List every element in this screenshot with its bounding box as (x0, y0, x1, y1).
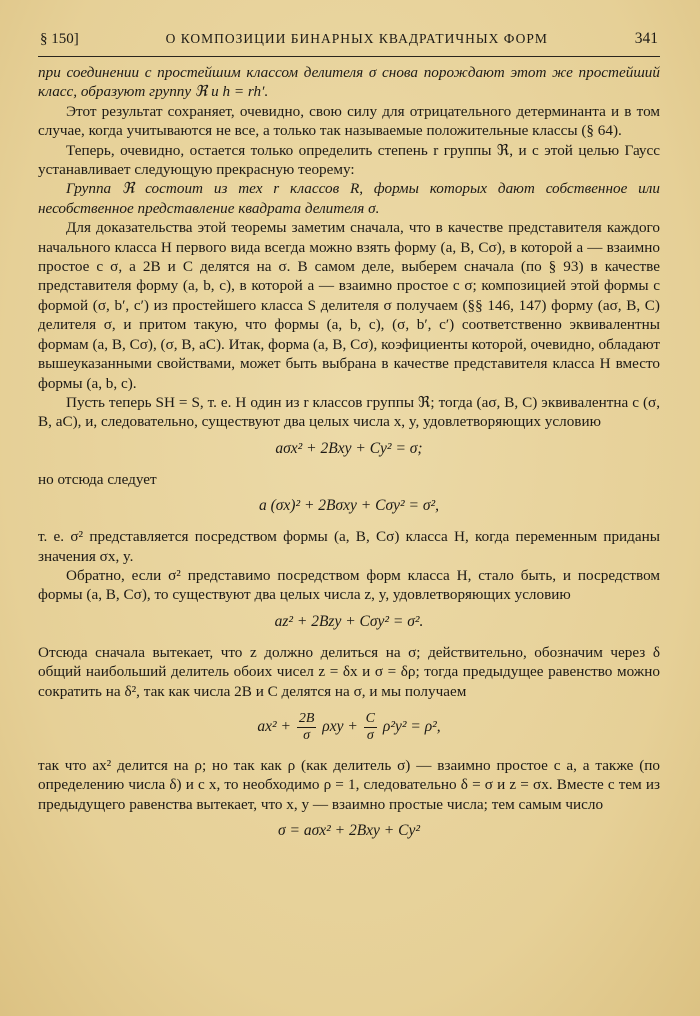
paragraph: так что ax² делится на ρ; но так как ρ (как делитель σ) — взаимно простое с a, а также (по определению числа δ) и с x, то необходимо ρ = 1, следовательно δ = σ и z = σx. Вместе с тем из предыдущего равенства вытекает, что x, y — взаимно простые числа; тем самым число (38, 756, 660, 813)
paragraph: т. е. σ² представляется посредством формы (a, B, Cσ) класса H, когда переменным приданы значения σx, y. (38, 528, 660, 565)
page-number: 341 (634, 30, 658, 47)
paragraph: Отсюда сначала вытекает, что z должно делиться на σ; действительно, обозначим через δ общий наибольший делитель обоих чисел z = δx и σ = δρ; тогда предыдущее равенство можно сократить на δ², так как числа 2B и C делятся на σ, и мы получаем (38, 643, 660, 700)
chapter-title: О КОМПОЗИЦИИ БИНАРНЫХ КВАДРАТИЧНЫХ ФОРМ (165, 31, 548, 46)
formula-with-fractions: ax² + $\frac{2B}{\sigma}$ ρxy + $\frac{C}{\sigma}$ ρ²y² = ρ², (257, 710, 441, 743)
paragraph: Обратно, если σ² представимо посредством форм класса H, стало быть, и посредством формы (a, B, Cσ), то существуют два целых числа z, y, удовлетворяющих условию (38, 566, 660, 604)
formula: az² + 2Bzy + Cσy² = σ². (274, 612, 424, 630)
fraction: $\frac{2B}{\sigma}$ (298, 710, 315, 743)
paragraph: Теперь, очевидно, остается только определить степень r группы ℜ, и с этой целью Гаусс устанавливает следующую прекрасную теорему: (38, 141, 660, 179)
section-ref: § 150] (40, 31, 79, 47)
theorem-statement: Группа ℜ состоит из тех r классов R, формы которых дают собственное или несобственное представление квадрата делителя σ. (38, 180, 660, 217)
running-header (38, 30, 660, 57)
paragraph: Пусть теперь SH = S, т. е. H один из r классов группы ℜ; тогда (aσ, B, C) эквивалентна с (σ, B, aC), и, следовательно, существуют два целых числа x, y, удовлетворяющих условию (38, 393, 660, 431)
paragraph: Для доказательства этой теоремы заметим сначала, что в качестве представителя каждого начального класса H первого вида всегда можно взять форму (a, B, Cσ), в которой a — взаимно простое с σ, а 2B и C делятся на σ. В самом деле, выберем сначала (по § 93) в качестве представителя форму (a, b, c), в которой a — взаимно простое с σ; композицией этой формы с формой (σ, b′, c′) из простейшего класса S делителя σ получаем (§§ 146, 147) форму (aσ, B, C) делителя σ, и притом такую, что формы (a, b, c), (σ, b′, c′) соответственно эквивалентны формам (a, B, Cσ), (σ, B, aC). Итак, форма (a, B, Cσ), коэфициенты которой, очевидно, обладают вышеуказанными свойствами, может быть выбрана в качестве представителя класса H вместо формы (a, b, c). (38, 219, 660, 392)
fraction: $\frac{C}{\sigma}$ (365, 710, 376, 743)
theorem-continuation: при соединении с простейшим классом делителя σ снова порождают этот же простейший класс, образуют группу ℜ и h = rh′. (38, 64, 660, 101)
formula: σ = aσx² + 2Bxy + Cy² (277, 822, 421, 840)
formula: a (σx)² + 2Bσxy + Cσy² = σ², (258, 497, 440, 515)
formula: aσx² + 2Bxy + Cy² = σ; (275, 439, 423, 457)
paragraph: Этот результат сохраняет, очевидно, свою силу для отрицательного детерминанта и в том случае, когда учитываются не все, а только так называемые положительные классы (§ 64). (38, 102, 660, 140)
paragraph: но отсюда следует (38, 470, 157, 488)
